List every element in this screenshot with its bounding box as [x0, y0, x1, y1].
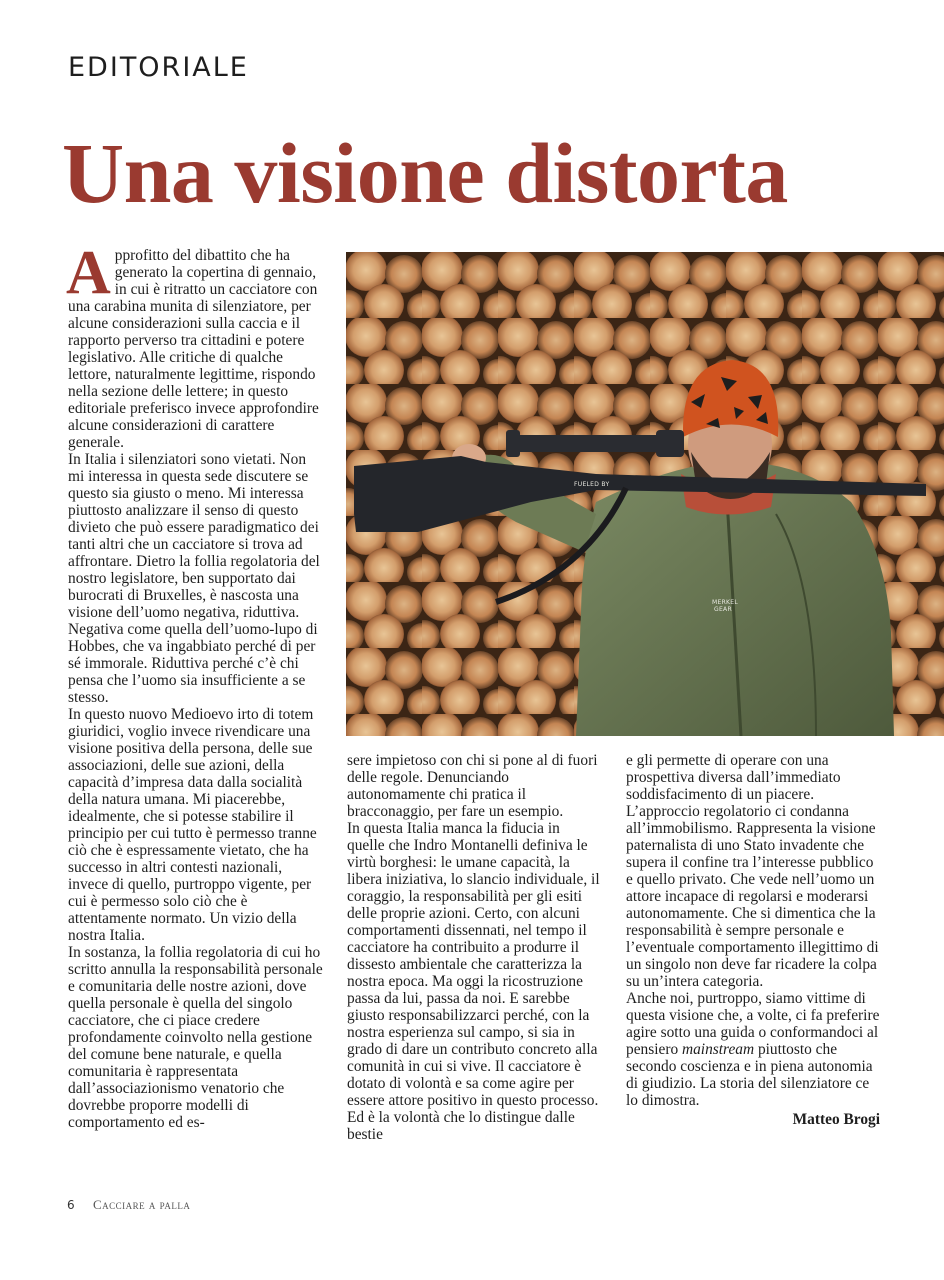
- photo-illustration: [346, 252, 944, 736]
- jacket-brand-text: GEAR: [714, 606, 732, 613]
- drop-cap: A: [66, 239, 111, 307]
- paragraph: sere impietoso con chi si pone al di fuori delle regole. Denunciando autonomamente chi pratica il bracconaggio, per fare un esempio.: [347, 752, 598, 820]
- italic-term: mainstream: [682, 1041, 755, 1058]
- paragraph: In Italia i silenziatori sono vietati. Non mi interessa in questa sede discutere se questo sia giusto o meno. Mi interessa piuttosto analizzare il senso di questo divieto che può essere paradigmatico dei tanti altri che un cacciatore si trova ad affrontare. Dietro la follia regolatoria del nostro legislatore, ben supportato dai burocrati di Bruxelles, è nascosta una visione dell’uomo negativa, riduttiva. Negativa come quella dell’uomo-lupo di Hobbes, che va ingabbiato perché di per sé immorale. Riduttiva perché c’è chi pensa che l’uomo sia insufficiente a se stesso.: [68, 451, 320, 706]
- hunter-photo: [346, 252, 944, 736]
- paragraph: In questo nuovo Medioevo irto di totem giuridici, voglio invece rivendicare una visione positiva della persona, delle sue associazioni, delle sue azioni, della capacità d’impresa data dalla socialità della natura umana. Mi piacerebbe, idealmente, che si potesse stabilire il principio per cui tutto è permesso tranne ciò che è espressamente vietato, che ha successo in altri contesti nazionali, invece di quello, purtroppo vigente, per cui è permesso solo ciò che è attentamente normato. Un vizio della nostra Italia.: [68, 706, 317, 944]
- author-signature: Matteo Brogi: [792, 1111, 880, 1128]
- paragraph: e gli permette di operare con una prospettiva diversa dall’immediato soddisfacimento di un piacere.: [626, 752, 841, 803]
- paragraph: In sostanza, la follia regolatoria di cui ho scritto annulla la responsabilità personale e comunitaria delle nostre azioni, dove quella personale è quella del singolo cacciatore, che ci piace credere profondamente coinvolto nella gestione del comune bene naturale, e quella comunitaria è rappresentata dall’associazionismo venatorio che dovrebbe proporre modelli di comportamento ed es-: [68, 944, 323, 1131]
- jacket-brand-text: MERKEL: [712, 599, 739, 606]
- section-label: EDITORIALE: [68, 52, 249, 83]
- paragraph-text: pprofitto del dibattito che ha generato la copertina di gennaio, in cui è ritratto un cacciatore con una carabina munita di silenziatore, per alcune considerazioni sulla caccia e il rapporto perverso tra cittadini e potere legislativo. Alle critiche di qualche lettore, naturalmente legittime, rispondo nella sezione delle lettere; in questo editoriale preferisco invece approfondire alcune considerazioni di carattere generale.: [68, 247, 319, 451]
- column-3: [626, 752, 880, 1128]
- magazine-name: Cacciare a palla: [93, 1197, 191, 1212]
- paragraph: L’approccio regolatorio ci condanna all’immobilismo. Rappresenta la visione paternalista di uno Stato invadente che supera il confine tra l’interesse pubblico e quello privato. Che vede nell’uomo un attore incapace di regolarsi e moderarsi autonomamente. Che si dimentica che la responsabilità è sempre personale e l’eventuale comportamento illegittimo di un singolo non deve far ricadere la colpa su un’intera categoria.: [626, 803, 879, 990]
- paragraph: In questa Italia manca la fiducia in quelle che Indro Montanelli definiva le virtù borghesi: le umane capacità, la libera iniziativa, lo slancio individuale, il coraggio, la responsabilità per gli esiti delle proprie azioni. Certo, con alcuni comportamenti dissennati, nel tempo il cacciatore ha contribuito a produrre il dissesto ambientale che caratterizza la nostra epoca. Ma oggi la ricostruzione passa da lui, passa da noi. E sarebbe giusto responsabilizzarci perché, con la nostra esperienza sul campo, si sia in grado di dare un contributo concreto alla comunità in cui si vive. Il cacciatore è dotato di volontà e sa come agire per essere attore positivo in questo processo. Ed è la volontà che lo distingue dalle bestie: [347, 820, 600, 1143]
- article-title: Una visione distorta: [62, 125, 788, 221]
- paragraph: [626, 990, 880, 1109]
- paragraph-text: piuttosto che secondo coscienza e in piena autonomia di giudizio. La storia del silenziatore ce lo dimostra.: [626, 1041, 873, 1109]
- column-2: [347, 752, 601, 1143]
- rifle-brand-text: FUELED BY: [574, 481, 610, 488]
- paragraph: [66, 239, 324, 451]
- paragraph-text: Anche noi, purtroppo, siamo vittime di questa visione che, a volte, ci fa preferire agire sotto una guida o conformandoci al pensiero: [626, 990, 880, 1058]
- page-number: 6: [67, 1198, 75, 1212]
- column-1: [66, 239, 324, 1131]
